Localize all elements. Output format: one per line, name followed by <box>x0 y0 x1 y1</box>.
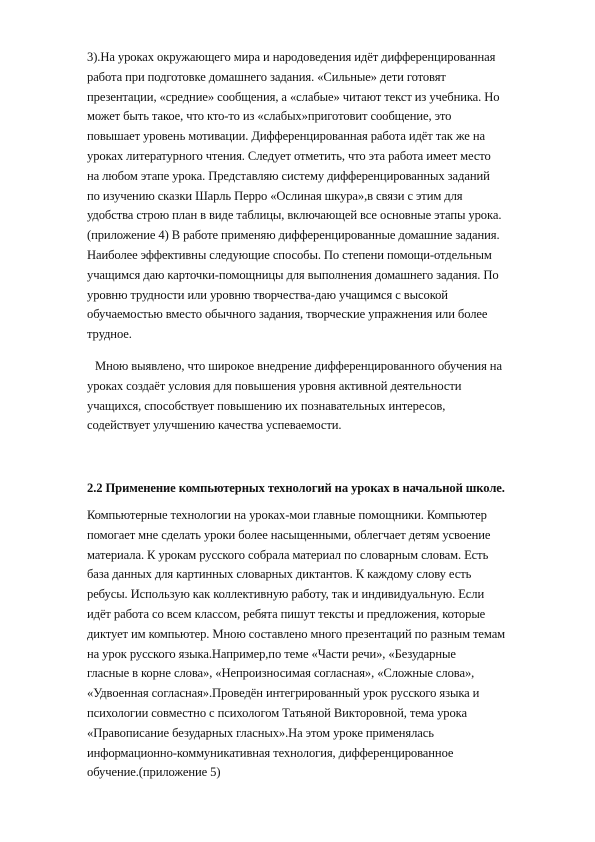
text-line: на урок русского языка.Например,по теме «Части речи», «Безударные <box>87 646 456 661</box>
text-line: Наиболее эффективны следующие способы. По степени помощи-отдельным <box>87 247 492 262</box>
text-line: презентации, «средние» сообщения, а «слабые» читают текст из учебника. Но <box>87 89 500 104</box>
text-line: обучение.(приложение 5) <box>87 765 221 780</box>
text-line: ребусы. Использую как коллективную работу, так и индивидуальную. Если <box>87 587 485 602</box>
section-heading: 2.2 Применение компьютерных технологий на уроках в начальной школе. <box>87 481 505 495</box>
text-line: может быть такое, что кто-то из «слабых»приготовит сообщение, это <box>87 109 452 124</box>
text-line: учащихся, способствует повышению их познавательных интересов, <box>87 398 446 413</box>
text-line: на любом этапе урока. Представляю систему дифференцированных заданий <box>87 168 490 183</box>
text-line: работа при подготовке домашнего задания. «Сильные» дети готовят <box>87 69 446 84</box>
text-line: база данных для картинных словарных диктантов. К каждому слову есть <box>87 567 472 582</box>
text-line: психологии совместно с психологом Татьяной Викторовной, тема урока <box>87 705 467 720</box>
paragraph-computer-technologies <box>87 506 557 783</box>
text-line: удобства строю план в виде таблицы, включающей все основные этапы урока. <box>87 208 502 223</box>
text-line: помогает мне сделать уроки более насыщенными, облегчает детям усвоение <box>87 527 491 542</box>
text-line: трудное. <box>87 327 132 342</box>
text-line: диктует им компьютер. Мною составлено много презентаций по разным темам <box>87 626 506 641</box>
text-line: уровню трудности или уровню творчества-даю учащимся с высокой <box>87 287 448 302</box>
text-line: учащимся даю карточки-помощницы для выполнения домашнего задания. По <box>87 267 499 282</box>
text-line: уроках литературного чтения. Следует отметить, что эта работа имеет место <box>87 148 491 163</box>
text-line: обучаемостью вместо обычного задания, творческие упражнения или более <box>87 307 488 322</box>
text-line: материала. К урокам русского собрала материал по словарным словам. Есть <box>87 547 489 562</box>
paragraph-conclusion <box>87 357 557 436</box>
text-line: повышает уровень мотивации. Дифференцированная работа идёт так же на <box>87 129 485 144</box>
text-line: гласные в корне слова», «Непроизносимая согласная», «Сложные слова», <box>87 666 475 681</box>
text-line: «Правописание безударных гласных».На этом уроке применялась <box>87 725 434 740</box>
text-line: «Удвоенная согласная».Проведён интегрированный урок русского языка и <box>87 686 480 701</box>
text-line: (приложение 4) В работе применяю дифференцированные домашние задания. <box>87 228 500 243</box>
text-line: уроках создаёт условия для повышения уровня активной деятельности <box>87 378 462 393</box>
text-line: 3).На уроках окружающего мира и народоведения идёт дифференцированная <box>87 50 496 64</box>
paragraph-differentiated-homework <box>87 48 557 345</box>
text-line: Мною выявлено, что широкое внедрение дифференцированного обучения на <box>95 359 502 373</box>
text-line: содействует улучшению качества успеваемости. <box>87 418 342 433</box>
text-line: информационно-коммуникативная технология, дифференцированное <box>87 745 454 760</box>
text-line: Компьютерные технологии на уроках-мои главные помощники. Компьютер <box>87 508 487 522</box>
text-line: по изучению сказки Шарль Перро «Ослиная шкура»,в связи с этим для <box>87 188 463 203</box>
text-line: идёт работа со всем классом, ребята пишут тексты и предложения, которые <box>87 606 486 621</box>
